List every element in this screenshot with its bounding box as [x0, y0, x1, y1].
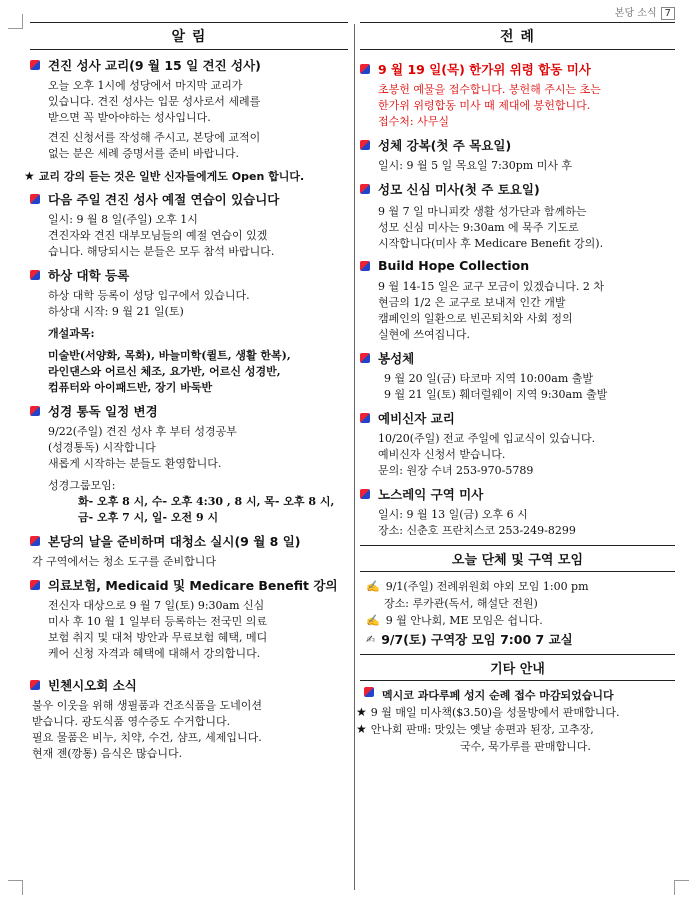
item-title: 성체 강복(첫 주 목요일) — [378, 138, 512, 153]
cleanup-day — [30, 532, 348, 570]
line: (성경통독) 시작합니다 — [48, 441, 156, 454]
item-title: 빈첸시오회 소식 — [48, 678, 137, 693]
build-hope — [360, 258, 675, 343]
star-icon: ★ — [356, 705, 367, 719]
line: 현금의 1/2 은 교구로 보내져 인간 개발 — [378, 296, 566, 309]
line: 캠페인의 일환으로 빈곤퇴치와 사회 정의 — [378, 312, 573, 325]
line: 9 월 7 일 마니피캇 생활 성가단과 함께하는 — [378, 205, 587, 218]
header-label: 본당 소식 — [614, 8, 657, 19]
groups-section-title: 오늘 단체 및 구역 모임 — [360, 545, 675, 572]
line: 케어 신청 자격과 혜택에 대해서 강의합니다. — [48, 647, 261, 660]
line: 하상 대학 등록이 성당 입구에서 있습니다. — [48, 289, 250, 302]
bullet-icon — [360, 64, 370, 74]
bullet-icon — [360, 353, 370, 363]
crop-mark — [8, 14, 23, 29]
item-title: 노스레익 구역 미사 — [378, 487, 484, 502]
bullet-icon — [30, 680, 40, 690]
bullet-icon — [30, 406, 40, 416]
bullet-icon — [364, 687, 374, 697]
item-title: 9 월 19 일(목) 한가위 위령 합동 미사 — [378, 62, 591, 77]
bullet-icon — [360, 184, 370, 194]
other-list — [356, 687, 675, 755]
line: 컴퓨터와 아이패드반, 장기 바둑반 — [48, 381, 213, 394]
group-line: 9/1(주일) 전례위원회 야외 모임 1:00 pm — [385, 580, 589, 593]
north-lake-mass — [360, 485, 675, 539]
item-title: 견진 성사 교리(9 월 15 일 견진 성사) — [48, 58, 261, 73]
line: 문의: 원장 수녀 253-970-5789 — [378, 464, 534, 477]
line: 접수처: 사무실 — [378, 115, 449, 128]
line: 한가위 위령합동 미사 때 제대에 봉헌합니다. — [378, 99, 591, 112]
other-line: 멕시코 과다루페 성지 순례 접수 마감되었습니다 — [382, 689, 614, 702]
marian-mass — [360, 180, 675, 252]
group-line: 9 월 안나회, ME 모임은 쉽니다. — [385, 614, 543, 627]
liturgy-section-title: 전 례 — [360, 22, 675, 50]
line: 일시: 9 월 8 일(주일) 오후 1시 — [48, 213, 198, 226]
pen-icon: ✍ — [366, 614, 380, 627]
item-title: Build Hope Collection — [378, 258, 530, 273]
line: 초봉헌 예물을 접수합니다. 봉헌해 주시는 초는 — [378, 83, 601, 96]
line: 보험 취지 및 대처 방안과 무료보험 혜택, 메디 — [48, 631, 268, 644]
line: 9 월 14-15 일은 교구 모금이 있겠습니다. 2 차 — [378, 280, 604, 293]
line: 견진자와 견진 대부모님들의 예절 연습이 있겠 — [48, 229, 268, 242]
line: 9 월 20 일(금) 타코마 지역 10:00am 출발 — [384, 372, 594, 385]
column-divider — [354, 24, 355, 890]
line: 일시: 9 월 13 일(금) 오후 6 시 — [378, 508, 528, 521]
line: 미사 후 10 월 1 일부터 등록하는 전국민 의료 — [48, 615, 267, 628]
left-column — [24, 22, 348, 765]
crop-mark — [674, 880, 689, 895]
line: 9/22(주일) 견진 성사 후 부터 성경공부 — [48, 425, 237, 438]
other-line: 국수, 묵가루를 판매합니다. — [460, 740, 591, 753]
bullet-icon — [360, 413, 370, 423]
notice-section-title: 알 림 — [30, 22, 348, 50]
group-line: 장소: 루카관(독서, 해설단 전원) — [384, 597, 538, 610]
line: 받습니다. 광도식품 영수증도 수거합니다. — [32, 715, 231, 728]
other-line: 9 월 매일 미사책($3.50)을 성물방에서 판매합니다. — [370, 706, 620, 719]
line: 미술반(서양화, 목화), 바늘미학(퀼트, 생활 한복), — [48, 349, 291, 362]
line: 라인댄스와 어르신 체조, 요가반, 어르신 성경반, — [48, 365, 281, 378]
other-section-title: 기타 안내 — [360, 654, 675, 681]
item-title: 하상 대학 등록 — [48, 268, 130, 283]
pen-icon: ✍ — [366, 580, 380, 593]
group-line: 9/7(토) 구역장 모임 7:00 7 교실 — [381, 632, 573, 647]
star-note — [24, 168, 348, 184]
item-title: 본당의 날을 준비하며 대청소 실시(9 월 8 일) — [48, 534, 301, 549]
line: 금- 오후 7 시, 일- 오전 9 시 — [78, 511, 219, 524]
item-title: 성경 통독 일정 변경 — [48, 404, 158, 419]
other-line: 안나회 판매: 맛있는 옛날 송편과 된장, 고추장, — [370, 723, 594, 736]
star-icon: ★ — [356, 722, 367, 736]
note-text: 교리 강의 듣는 것은 일반 신자들에게도 Open 합니다. — [38, 170, 305, 183]
page-header — [615, 4, 675, 20]
vincent-society — [30, 676, 348, 762]
line: 있습니다. 견진 성사는 입문 성사로서 세례를 — [48, 95, 261, 108]
line: 습니다. 해당되시는 분들은 모두 참석 바랍니다. — [48, 245, 275, 258]
line: 오늘 오후 1시에 성당에서 마지막 교리가 — [48, 79, 243, 92]
bullet-icon — [30, 536, 40, 546]
line: 일시: 9 월 5 일 목요일 7:30pm 미사 후 — [378, 159, 573, 172]
line: 하상대 시작: 9 월 21 일(토) — [48, 305, 184, 318]
benediction — [360, 136, 675, 174]
line: 견진 신청서를 작성해 주시고, 본당에 교적이 — [48, 131, 261, 144]
catechumen-class — [360, 409, 675, 479]
line: 장소: 신춘호 프란치스코 253-249-8299 — [378, 524, 576, 537]
line: 시작합니다(미사 후 Medicare Benefit 강의). — [378, 237, 604, 250]
line: 화- 오후 8 시, 수- 오후 4:30 , 8 시, 목- 오후 8 시, — [78, 495, 335, 508]
item-title: 봉성체 — [378, 351, 415, 366]
line: 전신자 대상으로 9 월 7 일(토) 9:30am 신심 — [48, 599, 265, 612]
line: 없는 분은 세례 증명서를 준비 바랍니다. — [48, 147, 239, 160]
line: 각 구역에서는 청소 도구를 준비합니다 — [32, 555, 217, 568]
star-icon: ★ — [24, 169, 35, 183]
item-title: 의료보험, Medicaid 및 Medicare Benefit 강의 — [48, 578, 338, 593]
bullet-icon — [360, 261, 370, 271]
medicare-lecture — [30, 576, 348, 662]
bullet-icon — [30, 60, 40, 70]
item-title: 성모 신심 미사(첫 주 토요일) — [378, 182, 540, 197]
line: 새롭게 시작하는 분들도 환영합니다. — [48, 457, 222, 470]
confirmation-rehearsal — [30, 190, 348, 260]
line: 필요 물품은 비누, 치약, 수건, 샴프, 세제입니다. — [32, 731, 262, 744]
line: 예비신자 신청서 받습니다. — [378, 448, 506, 461]
bullet-icon — [30, 194, 40, 204]
bullet-icon — [360, 489, 370, 499]
right-column — [356, 22, 675, 755]
item-title: 다음 주일 견진 성사 예절 연습이 있습니다 — [48, 192, 280, 207]
bullet-icon — [30, 270, 40, 280]
item-title: 예비신자 교리 — [378, 411, 455, 426]
bible-reading — [30, 402, 348, 526]
bullet-icon — [360, 140, 370, 150]
page-number: 7 — [661, 7, 675, 20]
line: 받으면 꼭 받아야하는 성사입니다. — [48, 111, 211, 124]
line: 10/20(주일) 전교 주일에 입교식이 있습니다. — [378, 432, 596, 445]
hasang-college — [30, 266, 348, 396]
communion-to-sick — [360, 349, 675, 403]
groups-list — [366, 578, 675, 648]
chuseok-mass — [360, 60, 675, 130]
pen-icon: ✍ — [366, 633, 376, 646]
line: 현재 젠(깡통) 음식은 많습니다. — [32, 747, 183, 760]
line: 불우 이웃을 위해 생필품과 건조식품을 도네이션 — [32, 699, 263, 712]
confirmation-class — [30, 56, 348, 162]
subtitle: 개설과목: — [48, 327, 95, 340]
crop-mark — [8, 880, 23, 895]
line: 성모 신심 미사는 9:30am 에 묵주 기도로 — [378, 221, 579, 234]
line: 9 월 21 일(토) 훼더럴웨이 지역 9:30am 출발 — [384, 388, 608, 401]
line: 성경그룹모임: — [48, 479, 116, 492]
line: 실현에 쓰여집니다. — [378, 328, 471, 341]
bullet-icon — [30, 580, 40, 590]
